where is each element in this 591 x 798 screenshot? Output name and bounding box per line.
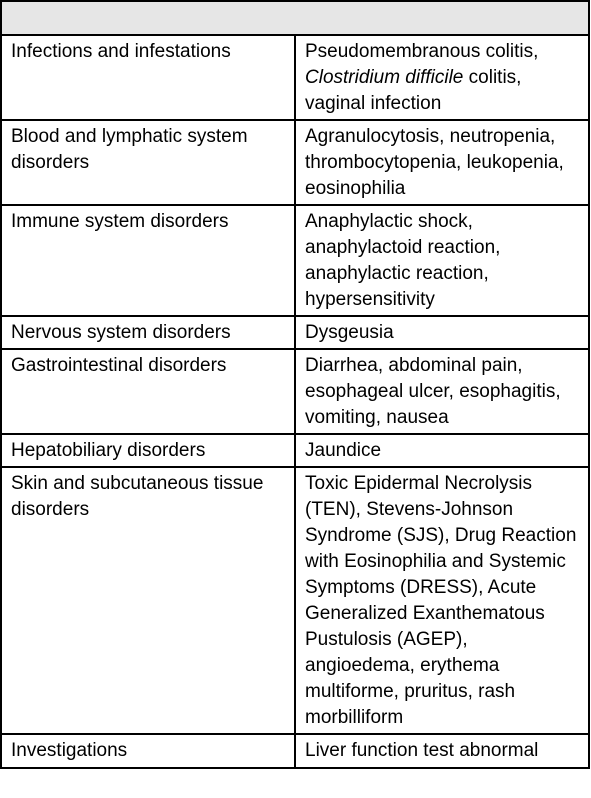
table-row <box>1 467 589 734</box>
system-organ-class-cell: Hepatobiliary disorders <box>1 434 295 467</box>
table-row <box>1 205 589 316</box>
system-organ-class-cell: Gastrointestinal disorders <box>1 349 295 434</box>
adverse-reactions-cell: Liver function test abnormal <box>295 734 589 768</box>
table-row <box>1 35 589 120</box>
reaction-text: colitis, vaginal infection <box>305 67 522 114</box>
reaction-text: Pseudomembranous colitis, <box>305 41 539 62</box>
adverse-reactions-cell: Jaundice <box>295 434 589 467</box>
system-organ-class-cell: Skin and subcutaneous tissue disorders <box>1 467 295 734</box>
system-organ-class-cell: Investigations <box>1 734 295 768</box>
table-header-cell <box>1 1 589 35</box>
adverse-reactions-cell: Agranulocytosis, neutropenia, thrombocytopenia, leukopenia, eosinophilia <box>295 120 589 205</box>
adverse-reactions-cell <box>295 35 589 120</box>
table-row <box>1 434 589 467</box>
adverse-reactions-cell: Diarrhea, abdominal pain, esophageal ulcer, esophagitis, vomiting, nausea <box>295 349 589 434</box>
table-row <box>1 349 589 434</box>
adverse-reactions-cell: Anaphylactic shock, anaphylactoid reaction, anaphylactic reaction, hypersensitivity <box>295 205 589 316</box>
table-row <box>1 120 589 205</box>
table-row <box>1 316 589 349</box>
system-organ-class-cell: Infections and infestations <box>1 35 295 120</box>
table-header-row <box>1 1 589 35</box>
system-organ-class-cell: Blood and lymphatic system disorders <box>1 120 295 205</box>
table-row <box>1 734 589 768</box>
adverse-reactions-cell: Dysgeusia <box>295 316 589 349</box>
adverse-reactions-cell: Toxic Epidermal Necrolysis (TEN), Stevens-Johnson Syndrome (SJS), Drug Reaction with Eosinophilia and Systemic Symptoms (DRESS), Acute Generalized Exanthematous Pustulosis (AGEP), angioedema, erythema multiforme, pruritus, rash morbilliform <box>295 467 589 734</box>
system-organ-class-cell: Immune system disorders <box>1 205 295 316</box>
system-organ-class-cell: Nervous system disorders <box>1 316 295 349</box>
organism-name-italic: Clostridium difficile <box>305 67 464 88</box>
